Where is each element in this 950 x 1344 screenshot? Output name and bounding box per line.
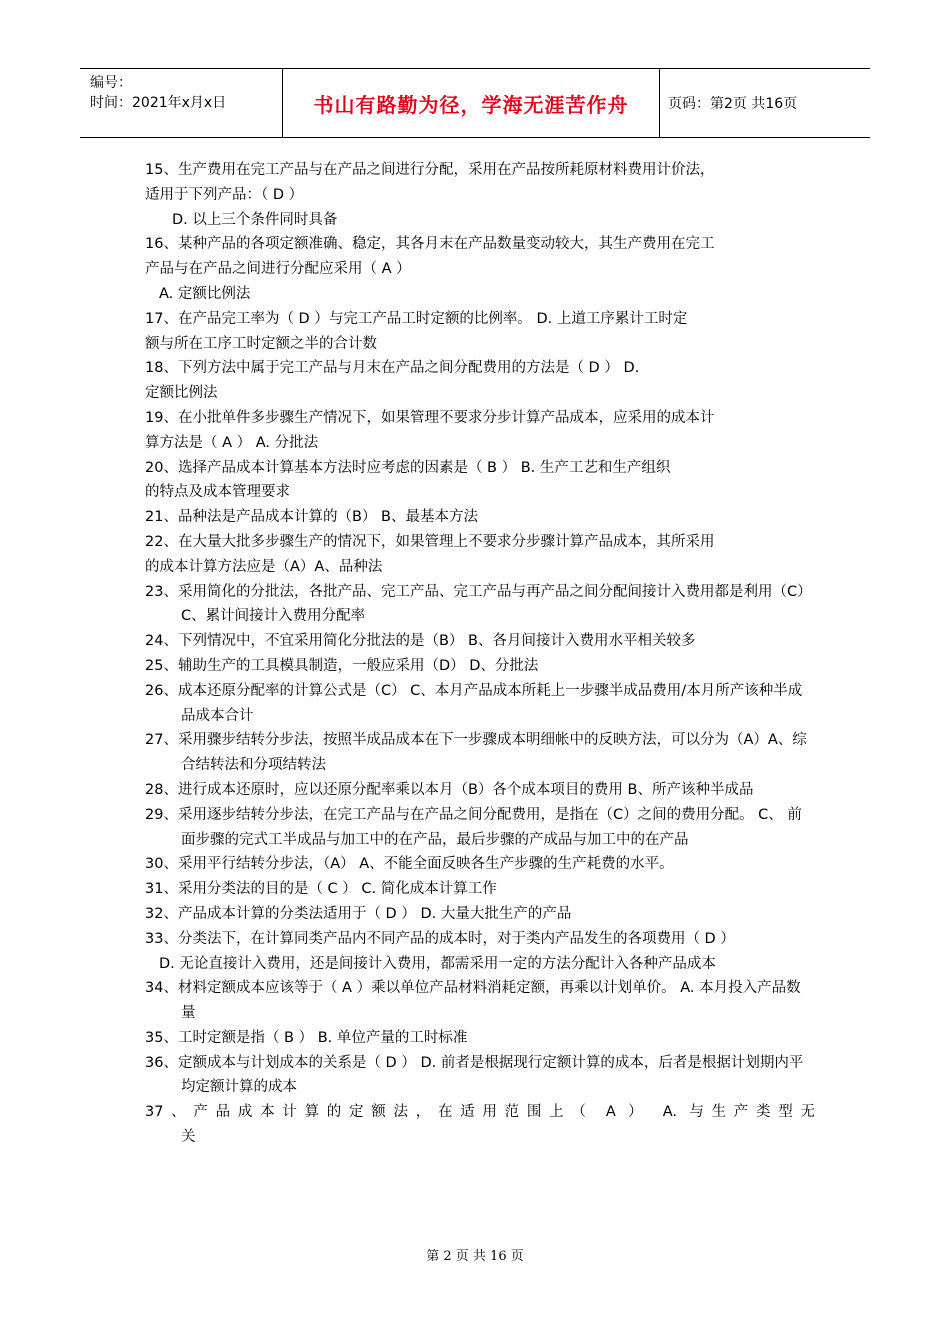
question-24: 24、下列情况中，不宜采用简化分批法的是（B） B、各月间接计入费用水平相关较多 [145, 633, 696, 650]
number-label: 编号： [90, 75, 132, 91]
question-33: 33、分类法下，在计算同类产品内不同产品的成本时，对于类内产品发生的各项费用（ D ） [145, 930, 735, 947]
header-motto-cell [282, 69, 660, 137]
question-36: 36、定额成本与计划成本的关系是（ D ） D. 前者是根据现行定额计算的成本，后者是根据计划期内平均定额计算的成本 [145, 1054, 804, 1096]
question-17: 17、在产品完工率为（ D ）与完工产品工时定额的比例率。 D. 上道工序累计工时定 额与所在工序工时定额之半的合计数 [145, 310, 688, 352]
motto: 书山有路勤为径，学海无涯苦作舟 [313, 92, 629, 117]
page-footer: 第 2 页 共 16 页 [426, 1249, 524, 1264]
question-15: 15、生产费用在完工产品与在产品之间进行分配，采用在产品按所耗原材料费用计价法， 适用于下列产品：（ D ） [145, 162, 715, 203]
question-31: 31、采用分类法的目的是（ C ） C. 简化成本计算工作 [145, 881, 497, 898]
answer-33: D. 无论直接计入费用，还是间接计入费用，都需采用一定的方法分配计入各种产品成本 [159, 955, 716, 972]
header-meta [80, 69, 282, 137]
question-34: 34、材料定额成本应该等于（ A ）乘以单位产品材料消耗定额，再乘以计划单价。 A. 本月投入产品数量 [145, 980, 801, 1022]
header-page-code-cell [660, 69, 870, 137]
question-29: 29、采用逐步结转分步法，在完工产品与在产品之间分配费用，是指在（C）之间的费用分配。 C、 前面步骤的完式工半成品与加工中的在产品，最后步骤的产成品与加工中的在产品 [145, 806, 802, 848]
question-21: 21、品种法是产品成本计算的（B） B、最基本方法 [145, 509, 478, 526]
page-code: 页码：第2页 共16页 [668, 96, 798, 112]
answer-15: D. 以上三个条件同时具备 [172, 211, 338, 228]
question-16: 16、某种产品的各项定额准确、稳定，其各月末在产品数量变动较大，其生产费用在完工 产品与在产品之间进行分配应采用（ A ） [145, 236, 715, 278]
question-list [145, 158, 815, 1150]
question-19: 19、在小批单件多步骤生产情况下，如果管理不要求分步计算产品成本，应采用的成本计 算方法是（ A ） A. 分批法 [145, 409, 715, 451]
question-32: 32、产品成本计算的分类法适用于（ D ） D. 大量大批生产的产品 [145, 905, 572, 922]
question-27: 27、采用骤步结转分步法，按照半成品成本在下一步骤成本明细帐中的反映方法，可以分为（A）A、综合结转法和分项结转法 [145, 732, 807, 774]
page-header [80, 68, 870, 138]
question-23: 23、采用简化的分批法，各批产品、完工产品、完工产品与再产品之间分配间接计入费用都是利用（C）C、累计间接计入费用分配率 [145, 583, 812, 625]
question-37: 37、产品成本计算的定额法，在适用范围上（ A ） A. 与生产类型无 关 [145, 1104, 815, 1146]
question-25: 25、辅助生产的工具模具制造，一般应采用（D） D、分批法 [145, 657, 539, 674]
question-18: 18、下列方法中属于完工产品与月末在产品之间分配费用的方法是（ D ） D. 定额比例法 [145, 360, 640, 402]
time-label: 时间：2021年x月x日 [90, 95, 227, 111]
question-26: 26、成本还原分配率的计算公式是（C） C、本月产品成本所耗上一步骤半成品费用/本月所产该种半成品成本合计 [145, 682, 803, 724]
question-22: 22、在大量大批多步骤生产的情况下，如果管理上不要求分步骤计算产品成本，其所采用 的成本计算方法应是（A）A、品种法 [145, 533, 715, 575]
question-20: 20、选择产品成本计算基本方法时应考虑的因素是（ B ） B. 生产工艺和生产组织 的特点及成本管理要求 [145, 459, 671, 501]
answer-16: A. 定额比例法 [159, 285, 251, 302]
question-35: 35、工时定额是指（ B ） B. 单位产量的工时标准 [145, 1029, 468, 1046]
question-28: 28、进行成本还原时，应以还原分配率乘以本月（B）各个成本项目的费用 B、所产该种半成品 [145, 781, 754, 798]
question-30: 30、采用平行结转分步法，（A） A、不能全面反映各生产步骤的生产耗费的水平。 [145, 856, 674, 873]
